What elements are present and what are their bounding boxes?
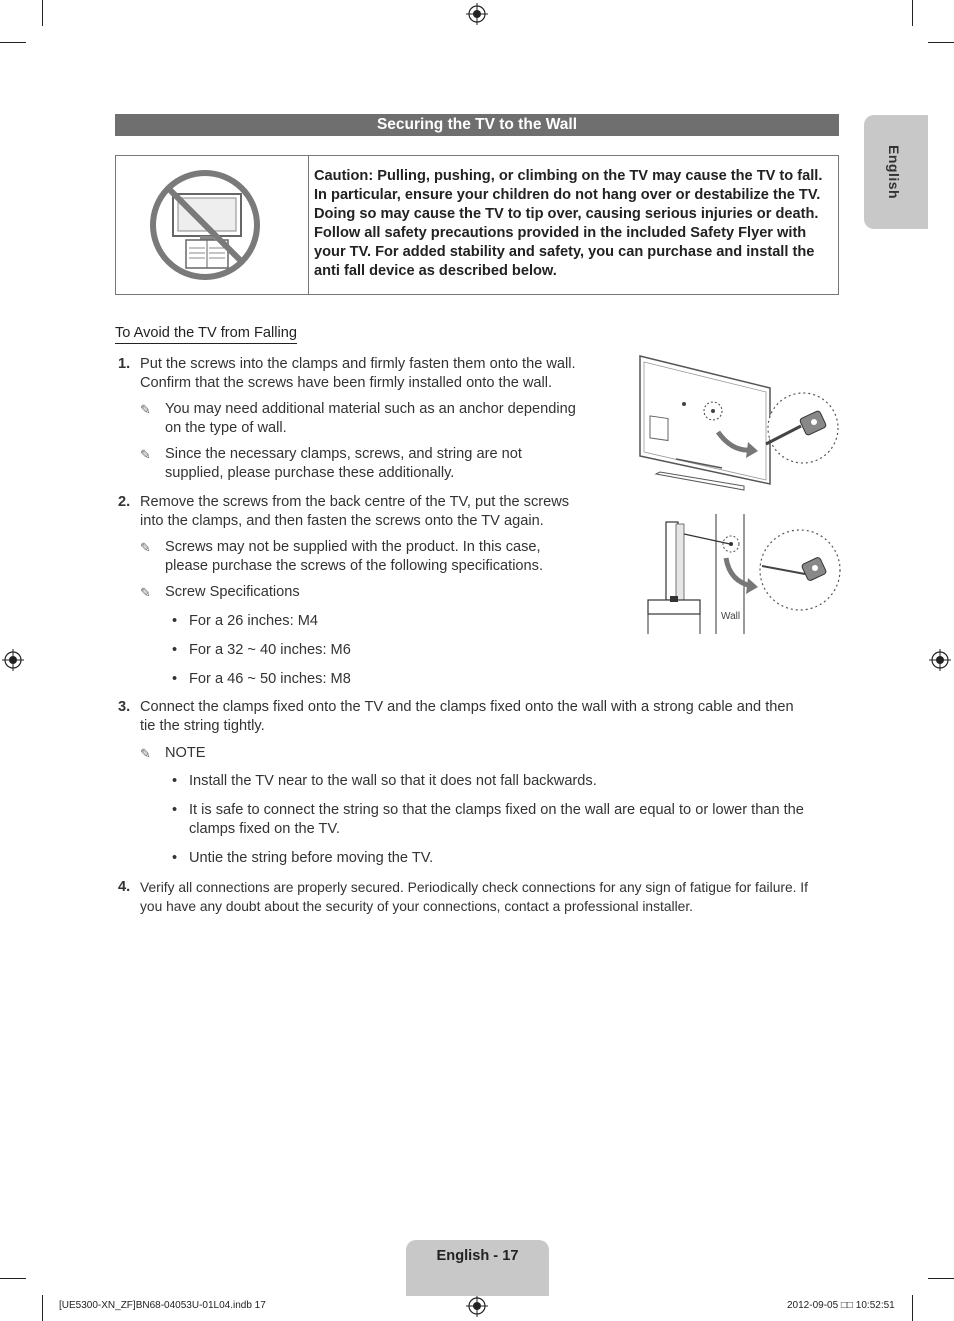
step-number: 3.: [118, 699, 131, 715]
step-number: 1.: [118, 356, 131, 372]
step-text: you have any doubt about the security of your connections, contact a professional installer.: [140, 899, 693, 914]
language-side-tab: [864, 115, 928, 229]
crop-mark: [912, 0, 913, 26]
step-number: 2.: [118, 494, 131, 510]
sub-heading: To Avoid the TV from Falling: [115, 325, 297, 344]
bullet-dot: •: [172, 773, 178, 789]
wall-label: Wall: [721, 611, 741, 622]
note-pencil-icon: ✎: [140, 746, 151, 761]
crop-mark: [42, 0, 43, 26]
note-text: please purchase the screws of the following specifications.: [165, 558, 544, 574]
tv-back-clamp-figure: [636, 352, 842, 494]
note-text: NOTE: [165, 745, 206, 761]
bullet-dot: •: [172, 850, 178, 866]
step-text: into the clamps, and then fasten the screws onto the TV again.: [140, 513, 544, 529]
bullet-text: For a 32 ~ 40 inches: M6: [189, 642, 351, 658]
step-text: Put the screws into the clamps and firmly fasten them onto the wall.: [140, 356, 576, 372]
bullet-dot: •: [172, 671, 178, 687]
page-number-tab: English - 17: [406, 1240, 549, 1296]
bullet-text: For a 26 inches: M4: [189, 613, 318, 629]
note-pencil-icon: ✎: [140, 447, 151, 462]
tv-wall-side-figure: [640, 514, 844, 636]
bullet-dot: •: [172, 802, 178, 818]
step-text: Verify all connections are properly secured. Periodically check connections for any sign of fatigue for failure. If: [140, 880, 808, 895]
bullet-dot: •: [172, 642, 178, 658]
bullet-text: For a 46 ~ 50 inches: M8: [189, 671, 351, 687]
bullet-text: Install the TV near to the wall so that it does not fall backwards.: [189, 773, 597, 789]
step-text: Confirm that the screws have been firmly installed onto the wall.: [140, 375, 553, 391]
side-tab-label: English: [886, 145, 902, 200]
file-info: [UE5300-XN_ZF]BN68-04053U-01L04.indb 17: [59, 1300, 266, 1311]
bullet-text: Untie the string before moving the TV.: [189, 850, 434, 866]
note-text: supplied, please purchase these additionally.: [165, 465, 455, 481]
crop-mark: [0, 42, 26, 43]
note-text: Screw Specifications: [165, 584, 300, 600]
registration-mark-icon: [929, 649, 951, 671]
registration-mark-icon: [466, 3, 488, 25]
crop-mark: [928, 1278, 954, 1279]
crop-mark: [912, 1295, 913, 1321]
crop-mark: [0, 1278, 26, 1279]
crop-mark: [928, 42, 954, 43]
note-text: Screws may not be supplied with the product. In this case,: [165, 539, 541, 555]
note-text: You may need additional material such as an anchor depending: [165, 401, 576, 417]
bullet-dot: •: [172, 613, 178, 629]
caution-image: [116, 156, 309, 294]
crop-mark: [42, 1295, 43, 1321]
step-text: tie the string tightly.: [140, 718, 265, 734]
registration-mark-icon: [466, 1295, 488, 1317]
note-pencil-icon: ✎: [140, 585, 151, 600]
no-climbing-tv-icon: [116, 156, 309, 294]
note-text: Since the necessary clamps, screws, and string are not: [165, 446, 522, 462]
registration-mark-icon: [2, 649, 24, 671]
bullet-text: It is safe to connect the string so that the clamps fixed on the wall are equal to or lower than the: [189, 802, 804, 818]
bullet-text: clamps fixed on the TV.: [189, 821, 340, 837]
caution-text: Caution: Pulling, pushing, or climbing on the TV may cause the TV to fall. In particular, ensure your children do not hang over or destabilize the TV. Doing so may cause the TV to tip over, causing serious injuries or death. Follow all safety precautions provided in the included Safety Flyer with your TV. For added stability and safety, you can purchase and install the anti fall device as described below.: [314, 168, 823, 279]
note-text: on the type of wall.: [165, 420, 287, 436]
step-number: 4.: [118, 879, 131, 895]
step-text: Remove the screws from the back centre of the TV, put the screws: [140, 494, 570, 510]
step-text: Connect the clamps fixed onto the TV and the clamps fixed onto the wall with a strong cable and then: [140, 699, 794, 715]
section-title: Securing the TV to the Wall: [115, 114, 839, 136]
note-pencil-icon: ✎: [140, 402, 151, 417]
caution-box: [115, 155, 839, 295]
note-pencil-icon: ✎: [140, 540, 151, 555]
date-info: 2012-09-05 □□ 10:52:51: [787, 1300, 895, 1311]
